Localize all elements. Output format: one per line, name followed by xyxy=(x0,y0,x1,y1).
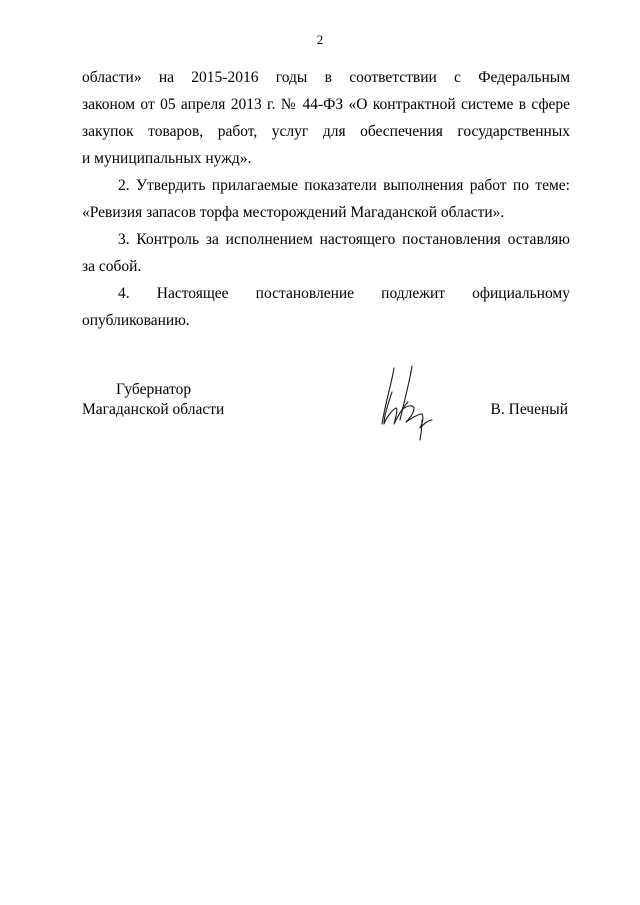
signatory-position xyxy=(82,380,262,420)
body-line: и муниципальных нужд». xyxy=(82,150,252,167)
page-number: 2 xyxy=(316,32,324,47)
body-line: области» на 2015-2016 годы в соответствии с Федеральным xyxy=(82,69,570,86)
position-line-1: Губернатор xyxy=(116,381,192,398)
signatory-name: В. Печеный xyxy=(490,401,568,418)
paragraph-3-line-2: за собой. xyxy=(82,258,142,275)
body-line: закупок товаров, работ, услуг для обеспечения государственных xyxy=(82,123,570,140)
paragraph-4-line-1: 4. Настоящее постановление подлежит официальному xyxy=(118,285,570,302)
signature-block xyxy=(0,380,640,460)
handwritten-signature xyxy=(372,362,442,442)
position-line-2: Магаданской области xyxy=(82,401,225,418)
paragraph-3-line-1: 3. Контроль за исполнением настоящего постановления оставляю xyxy=(118,231,570,248)
paragraph-2-line-1: 2. Утвердить прилагаемые показатели выполнения работ по теме: xyxy=(118,177,570,194)
body-line: законом от 05 апреля 2013 г. № 44-ФЗ «О контрактной системе в сфере xyxy=(82,96,570,113)
paragraph-2-line-2: «Ревизия запасов торфа месторождений Магаданской области». xyxy=(82,204,505,221)
paragraph-4-line-2: опубликованию. xyxy=(82,312,190,329)
document-body xyxy=(82,68,570,338)
